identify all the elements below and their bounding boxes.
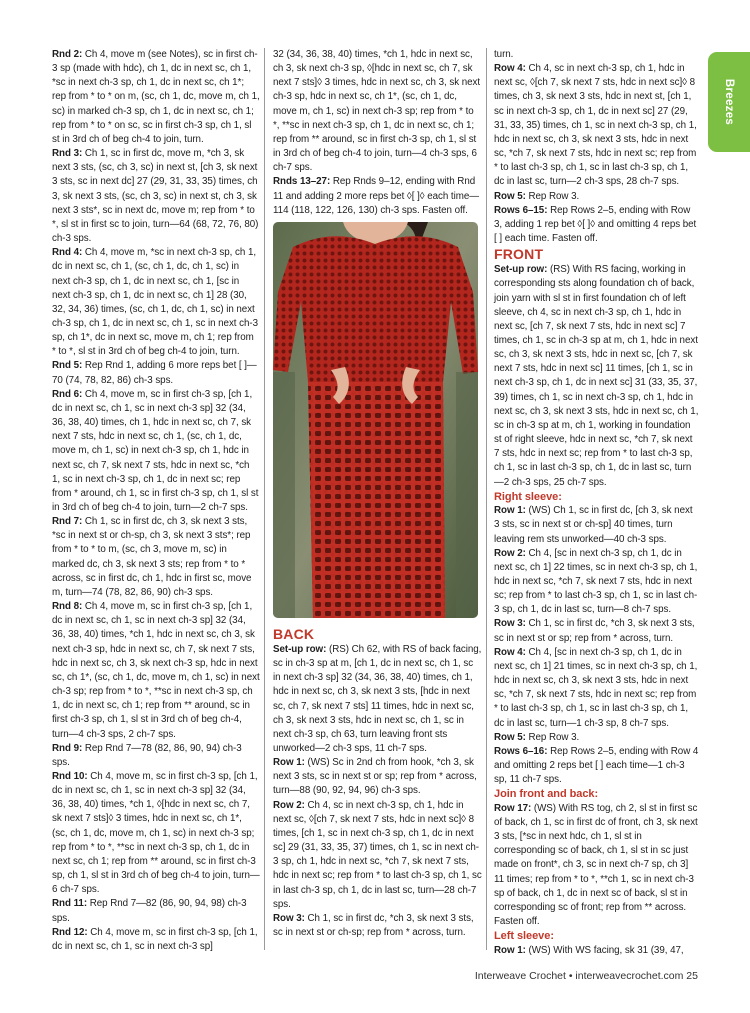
row-text: Ch 4, sc in next ch-3 sp, ch 1, hdc in next sc, ◊[ch 7, sk next 7 sts, hdc in next sc]◊ 8 times, ch 3, sk next 3 sts, hdc in next st, [ch 1, sc in next ch-3 sp, ch 1, dc in next sc] 27 (29, 31, 33, 35) times, ch 1, sc in next ch-3 sp, ch 1, hdc in next sc, ch 3, sk next 3 sts, hdc in next sc, *ch 7, sk next 7 sts, hdc in next sc; rep from * to last ch-3 sp, ch 1, sc in last ch-3 sp, ch 1, dc in last sc, turn—2 ch-3 sps, 28 ch-7 sps. — [494, 63, 697, 188]
row-text: Ch 4, [sc in next ch-3 sp, ch 1, dc in next sc, ch 1] 21 times, sc in next ch-3 sp, ch 1, hdc in next sc, ch 3, sk next 3 sts, hdc in next sc, *ch 7, sk next 7 sts, hdc in next sc; rep from * to last ch-3 sp, ch 1, sc in last ch-3 sp, ch 1, dc in last sc, turn—1 ch-3 sp, 8 ch-7 sps. — [494, 646, 698, 729]
row-label: Set-up row: — [273, 643, 327, 655]
instruction-paragraph — [494, 190, 700, 204]
row-label: Rnds 13–27: — [273, 176, 331, 188]
row-text: Ch 1, sc in first dc, *ch 3, sk next 3 sts, sc in next st or ch-sp; rep from * across, turn. — [273, 912, 474, 938]
row-text: Ch 4, move m, sc in first ch-3 sp, [ch 1, dc in next sc, ch 1, sc in next ch-3 sp] — [52, 926, 258, 952]
row-label: Row 1: — [494, 944, 526, 956]
instruction-paragraph — [52, 926, 260, 954]
col2-top-text — [273, 48, 482, 218]
instruction-paragraph — [52, 48, 260, 147]
row-text: Ch 4, move m (see Notes), sc in first ch-3 sp (made with hdc), ch 1, dc in next sc, ch 1, *sc in next ch-3 sp, ch 1, dc in next sc, ch 1*; rep from * to * on m, (sc, ch 1, dc, move m, ch 1, sc) in marked ch-3 sp, ch 1, dc in next sc, ch 1; rep from * to * on sc, sc in first ch-3 sp, ch 1, sl st in 3rd ch of beg ch-4 to join, turn. — [52, 49, 260, 145]
row-label: Rnd 5: — [52, 360, 83, 372]
row-label: Row 1: — [494, 505, 526, 517]
row-text: (WS) Ch 1, sc in first dc, [ch 3, sk next 3 sts, sc in next st or ch-sp] 40 times, turn leaving rem sts unworked—40 ch-3 sps. — [494, 505, 693, 545]
section-heading: FRONT — [494, 246, 544, 263]
instruction-paragraph — [494, 646, 700, 731]
row-label: Row 5: — [494, 190, 526, 202]
row-label: Row 4: — [494, 63, 526, 75]
row-label: Row 3: — [273, 912, 305, 924]
instruction-paragraph — [494, 731, 700, 745]
instruction-paragraph — [273, 799, 482, 912]
section-heading-back: BACK — [273, 625, 315, 642]
row-text: Rep Rnd 7—82 (86, 90, 94, 98) ch-3 sps. — [52, 898, 247, 924]
row-label: Row 3: — [494, 618, 526, 630]
row-text: Ch 4, sc in next ch-3 sp, ch 1, hdc in next sc, ◊[ch 7, sk next 7 sts, hdc in next sc]◊ 8 times, [ch 1, sc in next ch-3 sp, ch 1, dc in next sc] 29 (31, 33, 35, 37) times, ch 1, sc in next ch-3 sp, ch 1, hdc in next sc, *ch 7, sk next 7 sts, hdc in next sc; rep from * to last ch-3 sp, ch 1, sc in last ch-3 sp, ch 1, dc in last sc, turn—28 ch-7 sps. — [273, 799, 482, 910]
instruction-paragraph — [273, 48, 482, 175]
section-tab[interactable] — [708, 52, 750, 152]
instruction-paragraph — [273, 175, 482, 217]
subsection-heading: Right sleeve: — [494, 490, 562, 503]
row-label: Row 17: — [494, 802, 532, 814]
instruction-paragraph — [52, 897, 260, 925]
row-text: Ch 1, sc in first dc, move m, *ch 3, sk next 3 sts, (sc, ch 3, sc) in next st, [ch 3, sk next 3 sts, sc in next dc] 27 (29, 31, 33, 35) times, ch 3, sk next 3 sts, (sc, ch 3, sc) in next st, ch 3, sk next 3 sts*, sc in next dc, move m; rep from * to *, sl st in first sc to join, turn—64 (68, 72, 76, 80) ch-3 sps. — [52, 148, 259, 245]
row-text: Ch 4, move m, *sc in next ch-3 sp, ch 1, dc in next sc, ch 1, (sc, ch 1, dc, ch 1, sc) in next ch-3 sp, ch 1, dc in next sc, ch 1, [sc in next ch-3 sp, ch 1, dc in next sc, ch 1] 28 (30, 32, 34, 36) times, (sc, ch 1, dc, ch 1, sc) in next ch-3 sp, ch 1, dc in next sc, ch 1, sc in next ch-3 sp, ch 1*, dc in next sc, move m, ch 1; rep from * to *, sl st in 3rd ch of beg ch-4 to join, turn. — [52, 247, 259, 358]
row-label: Rnd 10: — [52, 770, 88, 782]
row-text: Rep Rnd 7—78 (82, 86, 90, 94) ch-3 sps. — [52, 742, 242, 768]
row-label: Rnd 4: — [52, 247, 83, 259]
row-text: Rep Rnds 9–12, ending with Rnd 11 and adding 2 more reps bet ◊[ ]◊ each time—114 (118, 122, 126, 130) ch-3 sps. Fasten off. — [273, 176, 479, 216]
subsection-heading: Left sleeve: — [494, 930, 554, 943]
row-label: Row 1: — [273, 757, 305, 769]
row-text: Ch 4, move m, sc in first ch-3 sp, [ch 1, dc in next sc, ch 1, sc in next ch-3 sp] 32 (34, 36, 38, 40) times, *ch 1, ◊[hdc in next sc, ch 7, sk next 7 sts]◊ 3 times, hdc in next sc, ch 1*, (sc, ch 1, dc, move m, ch 1, sc) in next ch-3 sp; rep from * to *, **sc in next ch-3 sp, ch 1, dc in next sc, ch 1; rep from ** around, sc in first ch-3 sp, ch 1, sl st in 3rd ch of beg ch-4 to join, turn—6 ch-7 sps. — [52, 770, 260, 896]
instruction-paragraph — [52, 147, 260, 246]
row-label: Row 5: — [494, 731, 526, 743]
instruction-paragraph — [494, 944, 700, 958]
row-label: Rnd 8: — [52, 601, 83, 613]
instruction-paragraph — [52, 742, 260, 770]
instruction-paragraph — [52, 770, 260, 897]
column-divider — [486, 48, 487, 950]
section-tab-label: Breezes — [723, 78, 735, 126]
row-text: turn. — [494, 49, 514, 60]
instruction-paragraph — [494, 48, 700, 62]
instruction-paragraph — [52, 388, 260, 515]
column-middle — [273, 48, 482, 940]
page-footer: Interweave Crochet • interweavecrochet.com 25 — [474, 970, 698, 982]
instruction-paragraph — [273, 643, 482, 756]
row-label: Rnd 9: — [52, 742, 83, 754]
red-crochet-dress-photo — [273, 222, 478, 618]
row-text: Ch 1, sc in first dc, ch 3, sk next 3 sts, *sc in next st or ch-sp, ch 3, sk next 3 sts*; rep from * to * to m, (sc, ch 3, move m, sc) in marked dc, ch 3, sk next 3 sts; rep from * to * across, sc in first dc, ch 1, hdc in first sc, move m, turn—74 (78, 82, 86, 90) ch-3 sps. — [52, 516, 252, 598]
row-text: (RS) Ch 62, with RS of back facing, sc in ch-3 sp at m, [ch 1, dc in next sc, ch 1, sc in next ch-3 sp] 32 (34, 36, 38, 40) times, ch 1, hdc in next sc, ch 3, sk next 3 sts, [hdc in next sc, ch 7, sk next 7 sts] 11 times, hdc in next sc, ch 3, sk next 3 sts, hdc in next sc, ch 1, sc in next ch-3 sp, ch 63, turn leaving front sts unworked—2 ch-3 sps, 11 ch-7 sps. — [273, 643, 482, 754]
row-label: Rows 6–16: — [494, 745, 548, 757]
row-label: Rnd 6: — [52, 388, 83, 400]
row-text: (RS) With RS facing, working in corresponding sts along foundation ch of back, join yarn with sl st in first foundation ch of left sleeve, ch 4, sc in next ch-3 sp, ch 1, hdc in next sc, [ch 7, sk next 7 sts, hdc in next sc] 7 times, ch 1, sc in ch-3 sp at m, ch 1, hdc in next sc, ch 3, sk next 3 sts, hdc in next sc, [ch 7, sk next 7 sts, hdc in next sc] 11 times, [ch 1, sc in next ch-3 sp, ch 1, dc in next sc] 31 (33, 35, 37, 39) times, ch 1, sc in next ch-3 sp, ch 1, hdc in next sc, ch 3, sk next 3 sts, hdc in next sc, ch 1, sc in ch-3 sp at m, ch 1, working in foundation st of right sleeve, hdc in next sc, *ch 7, sk next 7 sts, hdc in next sc; rep from * to last ch-3 sp, ch 1, sc in last ch-3 sp, ch 1, dc in last sc, turn—2 ch-3 sps, 25 ch-7 sps. — [494, 264, 699, 488]
row-text: Rep Rows 2–5, ending with Row 3, adding 1 rep bet ◊[ ]◊ and omitting 4 reps bet [ ] each time. Fasten off. — [494, 204, 697, 245]
instruction-paragraph — [494, 263, 700, 490]
subsection-heading: Join front and back: — [494, 788, 599, 801]
row-label: Rnd 2: — [52, 49, 83, 60]
row-text: Rep Rnd 1, adding 6 more reps bet [ ]—70 (74, 78, 82, 86) ch-3 sps. — [52, 360, 257, 386]
instruction-paragraph — [494, 504, 700, 546]
row-label: Row 4: — [494, 646, 526, 658]
column-divider — [264, 48, 265, 950]
row-label: Rnd 7: — [52, 516, 83, 528]
instruction-paragraph — [273, 912, 482, 940]
row-text: Ch 4, [sc in next ch-3 sp, ch 1, dc in next sc, ch 1] 22 times, sc in next ch-3 sp, ch 1, hdc in next sc, *ch 7, sk next 7 sts, hdc in next sc; rep from * to last ch-3 sp, ch 1, sc in last ch-3 sp, ch 1, dc in last sc, turn—8 ch-7 sps. — [494, 547, 698, 616]
row-label: Rnd 11: — [52, 898, 88, 910]
instruction-paragraph — [52, 515, 260, 600]
row-label: Set-up row: — [494, 264, 548, 276]
col2-bottom-text — [273, 643, 482, 940]
instruction-paragraph — [494, 802, 700, 929]
column-left — [52, 48, 260, 954]
row-text: Rep Row 3. — [525, 190, 580, 202]
row-label: Rnd 12: — [52, 926, 88, 938]
instruction-paragraph — [273, 756, 482, 798]
row-text: (WS) With WS facing, sk 31 (39, 47, — [525, 944, 684, 956]
row-text: Rep Rows 2–5, ending with Row 4 and omitting 2 reps bet [ ] each time—1 ch-3 sp, 11 ch-7 sps. — [494, 745, 699, 786]
column-right — [494, 48, 700, 958]
row-label: Row 2: — [273, 799, 305, 811]
instruction-paragraph — [494, 204, 700, 246]
row-text: (WS) Sc in 2nd ch from hook, *ch 3, sk next 3 sts, sc in next st or sp; rep from * across, turn—88 (90, 92, 94, 96) ch-3 sps. — [273, 757, 477, 797]
row-label: Rows 6–15: — [494, 204, 548, 216]
row-label: Rnd 3: — [52, 148, 83, 160]
row-text: Ch 1, sc in first dc, *ch 3, sk next 3 sts, sc in next st or sp; rep from * across, turn. — [494, 618, 695, 644]
instruction-paragraph — [52, 600, 260, 742]
instruction-paragraph — [52, 246, 260, 359]
row-label: Row 2: — [494, 547, 526, 559]
instruction-paragraph — [494, 547, 700, 618]
instruction-paragraph — [494, 617, 700, 645]
row-text: 32 (34, 36, 38, 40) times, *ch 1, hdc in next sc, ch 3, sk next ch-3 sp, ◊[hdc in next sc, ch 7, sk next 7 sts]◊ 3 times, hdc in next sc, ch 3, sk next ch-3 sp, hdc in next sc, ch 1*, (sc, ch 1, dc, move m, ch 1, sc) in next ch-3 sp; rep from * to *, **sc in next ch-3 sp, ch 1, dc in next sc, ch 1; rep from ** around, sc in first ch-3 sp, ch 1, sl st in 3rd ch of beg ch-4 to join, turn—4 ch-3 sps, 6 ch-7 sps. — [273, 49, 481, 174]
row-text: Ch 4, move m, sc in first ch-3 sp, [ch 1, dc in next sc, ch 1, sc in next ch-3 sp] 32 (34, 36, 38, 40) times, ch 1, hdc in next sc, ch 7, sk next 7 sts, hdc in next sc, ch 1, (sc, ch 1, dc, move m, ch 1, sc) in next ch-3 sp, ch 1, hdc in next sc, ch 7, sk next 7 sts, hdc in next sc, *ch 1, sc in next ch-3 sp, ch 1, dc in next sc; rep from * around, ch 1, sc in first ch-3 sp, ch 1, sl st in 3rd ch of beg ch-4 to join, turn—2 ch-7 sps. — [52, 388, 259, 513]
instruction-paragraph — [494, 62, 700, 189]
row-text: (WS) With RS tog, ch 2, sl st in first sc of back, ch 1, sc in first dc of front, ch 3, sk next 3 sts, [*sc in next hdc, ch 1, sl st in corresponding sc of back, ch 1, sl st in sc just made on front*, ch 3, sc in next ch-7 sp, ch 3] 11 times; rep from * to *, **ch 1, sc in next ch-3 sp of back, ch 1, dc in next sc of back, sl st in corresponding sc of front; rep from ** across. Fasten off. — [494, 802, 698, 928]
instruction-paragraph — [52, 359, 260, 387]
row-text: Ch 4, move m, sc in first ch-3 sp, [ch 1, dc in next sc, ch 1, sc in next ch-3 sp] 32 (34, 36, 38, 40) times, *ch 1, hdc in next sc, ch 3, sk next ch-3 sp, hdc in next sc, ch 7, sk next 7 sts, hdc in next sc, ch 3, sk next ch-3 sp, hdc in next sc, ch 1*, (sc, ch 1, dc, move m, ch 1, sc) in next ch-3 sp; rep from * to *, **sc in next ch-3 sp, ch 1, dc in next sc, ch 1; rep from ** around, sc in first ch-3 sp, ch 1, sl st in 3rd ch of beg ch-4, turn—4 ch-3 sps, 2 ch-7 sps. — [52, 601, 260, 740]
instruction-paragraph — [494, 745, 700, 787]
row-text: Rep Row 3. — [525, 731, 580, 743]
